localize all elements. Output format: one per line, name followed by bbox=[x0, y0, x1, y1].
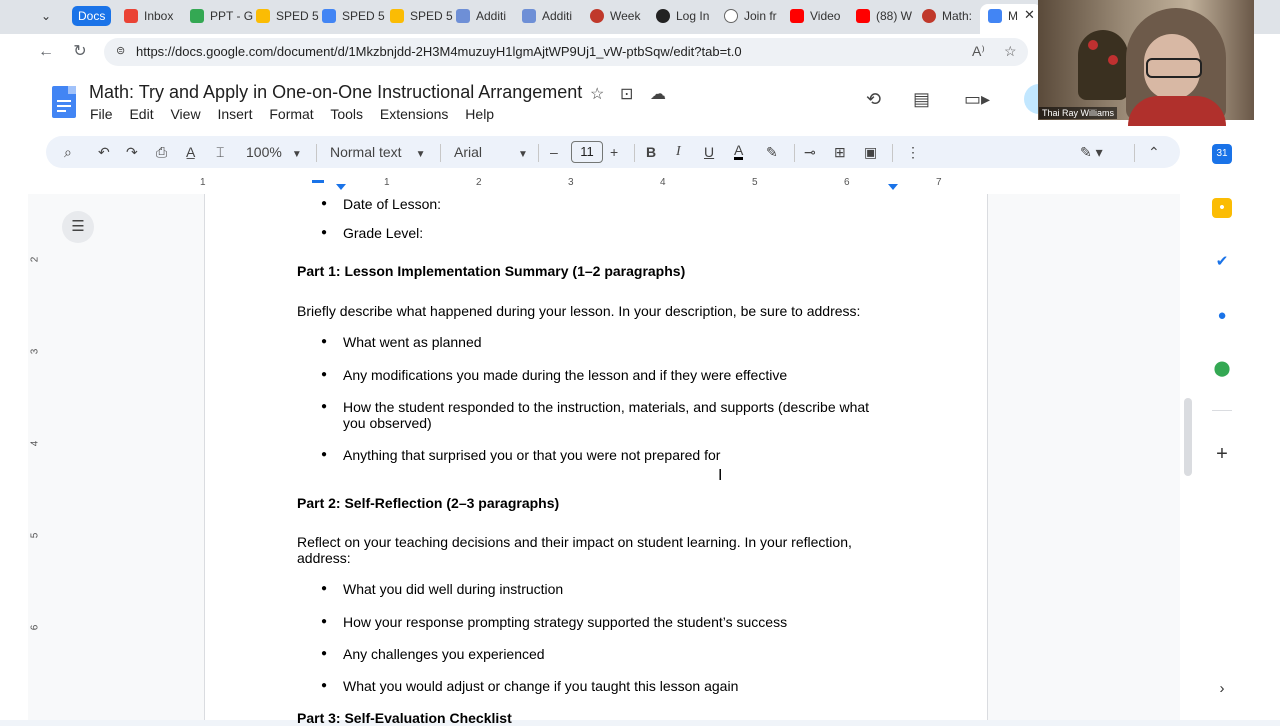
bold-icon[interactable]: B bbox=[646, 144, 657, 160]
tab-math[interactable]: Math: bbox=[922, 6, 978, 26]
separator bbox=[538, 144, 539, 162]
globe-icon bbox=[724, 9, 738, 23]
editing-mode-icon[interactable]: ✎ ▾ bbox=[1080, 144, 1103, 160]
tab-sped-1[interactable]: SPED 5 bbox=[256, 6, 314, 26]
list-item: Any modifications you made during the lesson and if they were effective bbox=[343, 367, 788, 383]
list-item: Any challenges you experienced bbox=[343, 646, 545, 662]
document-page[interactable] bbox=[204, 194, 988, 726]
gmail-icon bbox=[124, 9, 138, 23]
list-item-continuation: you observed) bbox=[343, 415, 432, 431]
move-folder-icon[interactable]: ⊡ bbox=[620, 86, 634, 103]
vruler-number: 4 bbox=[29, 440, 41, 447]
back-icon[interactable]: ← bbox=[38, 43, 54, 60]
redo-icon[interactable]: ↷ bbox=[126, 144, 138, 160]
vruler-number: 6 bbox=[29, 624, 41, 631]
tab-ppt[interactable]: PPT - G bbox=[190, 6, 246, 26]
separator bbox=[316, 144, 317, 162]
part1-heading: Part 1: Lesson Implementation Summary (1–2 paragraphs) bbox=[297, 263, 686, 279]
bullet: ● bbox=[321, 680, 328, 691]
tab-group-docs[interactable]: Docs bbox=[72, 6, 111, 26]
comments-icon[interactable]: ▤ bbox=[913, 89, 931, 109]
list-item: Grade Level: bbox=[343, 225, 424, 241]
menu-extensions[interactable]: Extensions bbox=[379, 106, 449, 122]
separator bbox=[794, 144, 795, 162]
menu-file[interactable]: File bbox=[90, 106, 113, 122]
bullet: ● bbox=[321, 227, 328, 238]
separator bbox=[1134, 144, 1135, 162]
chevron-down-icon: ▼ bbox=[518, 149, 528, 160]
document-outline-icon[interactable]: ☰ bbox=[62, 211, 94, 243]
font-select[interactable] bbox=[454, 143, 528, 164]
highlight-icon[interactable]: ✎ bbox=[766, 144, 778, 160]
zoom-value: 100% bbox=[246, 144, 282, 160]
ruler-number: 7 bbox=[936, 177, 942, 188]
video-flower bbox=[1088, 40, 1098, 50]
chevron-down-icon: ▼ bbox=[415, 149, 426, 160]
list-item: Date of Lesson: bbox=[343, 196, 442, 212]
menu-format[interactable]: Format bbox=[269, 106, 314, 122]
read-aloud-icon[interactable]: A⁾ bbox=[972, 43, 985, 59]
expand-panel-icon[interactable]: › bbox=[1219, 680, 1225, 697]
italic-icon[interactable]: I bbox=[676, 144, 681, 159]
participant-name: Thai Ray Williams bbox=[1039, 107, 1117, 119]
ruler-number: 3 bbox=[568, 177, 574, 188]
vruler-number: 5 bbox=[29, 532, 41, 539]
canvas-icon bbox=[922, 9, 936, 23]
list-item: How the student responded to the instruction, materials, and supports (describe what bbox=[343, 399, 870, 415]
vertical-scrollbar[interactable] bbox=[1184, 398, 1192, 476]
vertical-ruler[interactable] bbox=[28, 196, 46, 720]
left-indent-marker[interactable] bbox=[336, 184, 346, 190]
youtube-icon bbox=[856, 9, 870, 23]
close-icon[interactable]: ✕ bbox=[1024, 7, 1035, 22]
bullet: ● bbox=[321, 369, 328, 380]
tab-additi-1[interactable]: Additi bbox=[456, 6, 514, 26]
video-flower bbox=[1108, 55, 1118, 65]
style-select[interactable] bbox=[330, 143, 425, 164]
tab-search-icon[interactable]: ⌄ bbox=[40, 9, 52, 23]
maps-icon[interactable]: ⬤ bbox=[1213, 360, 1231, 377]
ruler-number: 6 bbox=[844, 177, 850, 188]
tab-inbox[interactable]: Inbox bbox=[124, 6, 180, 26]
list-item: What went as planned bbox=[343, 334, 482, 350]
separator bbox=[440, 144, 441, 162]
tab-active-label: M bbox=[988, 6, 1022, 26]
ruler-number: 4 bbox=[660, 177, 666, 188]
youtube-icon bbox=[790, 9, 804, 23]
toolbar bbox=[46, 136, 1180, 168]
bookmark-star-icon[interactable]: ☆ bbox=[1004, 43, 1017, 59]
tab-sped-3[interactable]: SPED 5 bbox=[390, 6, 448, 26]
bullet: ● bbox=[321, 198, 328, 209]
menu-edit[interactable]: Edit bbox=[129, 106, 154, 122]
tasks-icon[interactable]: ✔ bbox=[1215, 253, 1229, 270]
vruler-number: 2 bbox=[29, 256, 41, 263]
slides-icon bbox=[256, 9, 270, 23]
url-text: https://docs.google.com/document/d/1Mkzbnjdd-2H3M4muzuyH1lgmAjtWP9Uj1_vW-ptbSqw/edit?tab=t.0 bbox=[136, 44, 742, 59]
right-indent-marker[interactable] bbox=[888, 184, 898, 190]
video-plant bbox=[1078, 30, 1128, 100]
document-title[interactable]: Math: Try and Apply in One-on-One Instructional Arrangement bbox=[89, 82, 583, 102]
decrease-font-size-icon[interactable]: – bbox=[550, 144, 558, 160]
undo-icon[interactable]: ↶ bbox=[98, 144, 110, 160]
add-addon-icon[interactable]: + bbox=[1216, 443, 1228, 465]
bullet: ● bbox=[321, 648, 328, 659]
font-size-input[interactable]: 11 bbox=[571, 141, 603, 163]
horizontal-ruler[interactable] bbox=[200, 176, 986, 195]
bullet: ● bbox=[321, 449, 328, 460]
chevron-down-icon: ▼ bbox=[291, 149, 302, 160]
gear-icon bbox=[522, 9, 536, 23]
part2-heading: Part 2: Self-Reflection (2–3 paragraphs) bbox=[297, 495, 560, 511]
bullet: ● bbox=[321, 616, 328, 627]
ruler-number: 5 bbox=[752, 177, 758, 188]
separator bbox=[892, 144, 893, 162]
menu-insert[interactable]: Insert bbox=[217, 106, 253, 122]
ruler-number: 1 bbox=[200, 177, 206, 188]
gear-icon bbox=[456, 9, 470, 23]
bullet: ● bbox=[321, 583, 328, 594]
cloud-saved-icon[interactable]: ☁ bbox=[650, 86, 666, 103]
ruler-number: 2 bbox=[476, 177, 482, 188]
tab-video[interactable]: Video bbox=[790, 6, 848, 26]
tab-login[interactable]: Log In bbox=[656, 6, 716, 26]
tab-join[interactable]: Join fr bbox=[724, 6, 784, 26]
list-item: Anything that surprised you or that you were not prepared for bbox=[343, 447, 721, 463]
underline-icon[interactable]: U bbox=[704, 144, 715, 160]
add-comment-icon[interactable]: ⊞ bbox=[834, 144, 846, 160]
video-person-glasses bbox=[1146, 58, 1202, 78]
spellcheck-icon[interactable]: A̲ bbox=[186, 144, 196, 160]
video-person-shirt bbox=[1128, 96, 1226, 126]
style-value: Normal text bbox=[330, 144, 402, 160]
tab-week[interactable]: Week bbox=[590, 6, 648, 26]
tab-sped-2[interactable]: SPED 5 bbox=[322, 6, 380, 26]
more-options-icon[interactable]: ⋮ bbox=[906, 144, 920, 160]
link-icon[interactable]: ⊸ bbox=[804, 144, 816, 160]
bullet: ● bbox=[321, 401, 328, 412]
navigation-bar bbox=[0, 34, 1040, 70]
print-icon[interactable]: ⎙ bbox=[156, 144, 168, 160]
menu-tools[interactable]: Tools bbox=[330, 106, 364, 122]
collapse-menus-icon[interactable]: ⌃ bbox=[1148, 144, 1160, 160]
part3-heading: Part 3: Self-Evaluation Checklist bbox=[297, 710, 512, 726]
star-icon[interactable]: ☆ bbox=[590, 86, 605, 103]
list-item: What you would adjust or change if you taught this lesson again bbox=[343, 678, 739, 694]
bullet: ● bbox=[321, 336, 328, 347]
docs-logo-icon[interactable] bbox=[52, 86, 76, 118]
search-menus-icon[interactable]: ⌕ bbox=[64, 144, 72, 160]
site-info-icon[interactable]: ⊜ bbox=[116, 45, 126, 57]
contacts-icon[interactable]: ● bbox=[1217, 307, 1227, 324]
first-line-indent-marker[interactable] bbox=[312, 180, 324, 183]
part1-intro: Briefly describe what happened during your lesson. In your description, be sure to address: bbox=[297, 303, 861, 319]
tab-additi-2[interactable]: Additi bbox=[522, 6, 582, 26]
reload-icon[interactable]: ↻ bbox=[73, 43, 87, 60]
docs-icon bbox=[988, 9, 1002, 23]
keep-icon[interactable]: • bbox=[1212, 198, 1232, 218]
canvas-icon bbox=[590, 9, 604, 23]
part2-intro-continuation: address: bbox=[297, 550, 351, 566]
slides-icon bbox=[390, 9, 404, 23]
panda-icon bbox=[656, 9, 670, 23]
paint-format-icon[interactable]: ⌶ bbox=[216, 144, 225, 160]
meet-icon[interactable]: ▭▸ bbox=[964, 89, 991, 109]
font-value: Arial bbox=[454, 144, 483, 160]
version-history-icon[interactable]: ⟲ bbox=[866, 89, 882, 109]
ruler-number: 1 bbox=[384, 177, 390, 188]
side-divider bbox=[1212, 410, 1232, 411]
increase-font-size-icon[interactable]: + bbox=[610, 144, 619, 160]
menu-bar bbox=[90, 106, 507, 122]
text-color-icon[interactable]: A bbox=[734, 142, 744, 158]
calendar-icon[interactable]: 31 bbox=[1212, 144, 1232, 164]
list-item: How your response prompting strategy supported the student’s success bbox=[343, 614, 788, 630]
menu-view[interactable]: View bbox=[170, 106, 201, 122]
address-bar[interactable] bbox=[104, 38, 1028, 66]
separator bbox=[634, 144, 635, 162]
list-item: What you did well during instruction bbox=[343, 581, 564, 597]
vruler-number: 3 bbox=[29, 348, 41, 355]
webcam-video bbox=[1038, 0, 1254, 120]
docs-icon bbox=[322, 9, 336, 23]
insert-image-icon[interactable]: ▣ bbox=[864, 144, 878, 160]
zoom-select[interactable] bbox=[246, 143, 302, 164]
drive-icon bbox=[190, 9, 204, 23]
menu-help[interactable]: Help bbox=[465, 106, 495, 122]
text-cursor-icon: I bbox=[718, 467, 723, 484]
part2-intro: Reflect on your teaching decisions and their impact on student learning. In your reflection, bbox=[297, 534, 852, 550]
tab-88[interactable]: (88) W bbox=[856, 6, 914, 26]
